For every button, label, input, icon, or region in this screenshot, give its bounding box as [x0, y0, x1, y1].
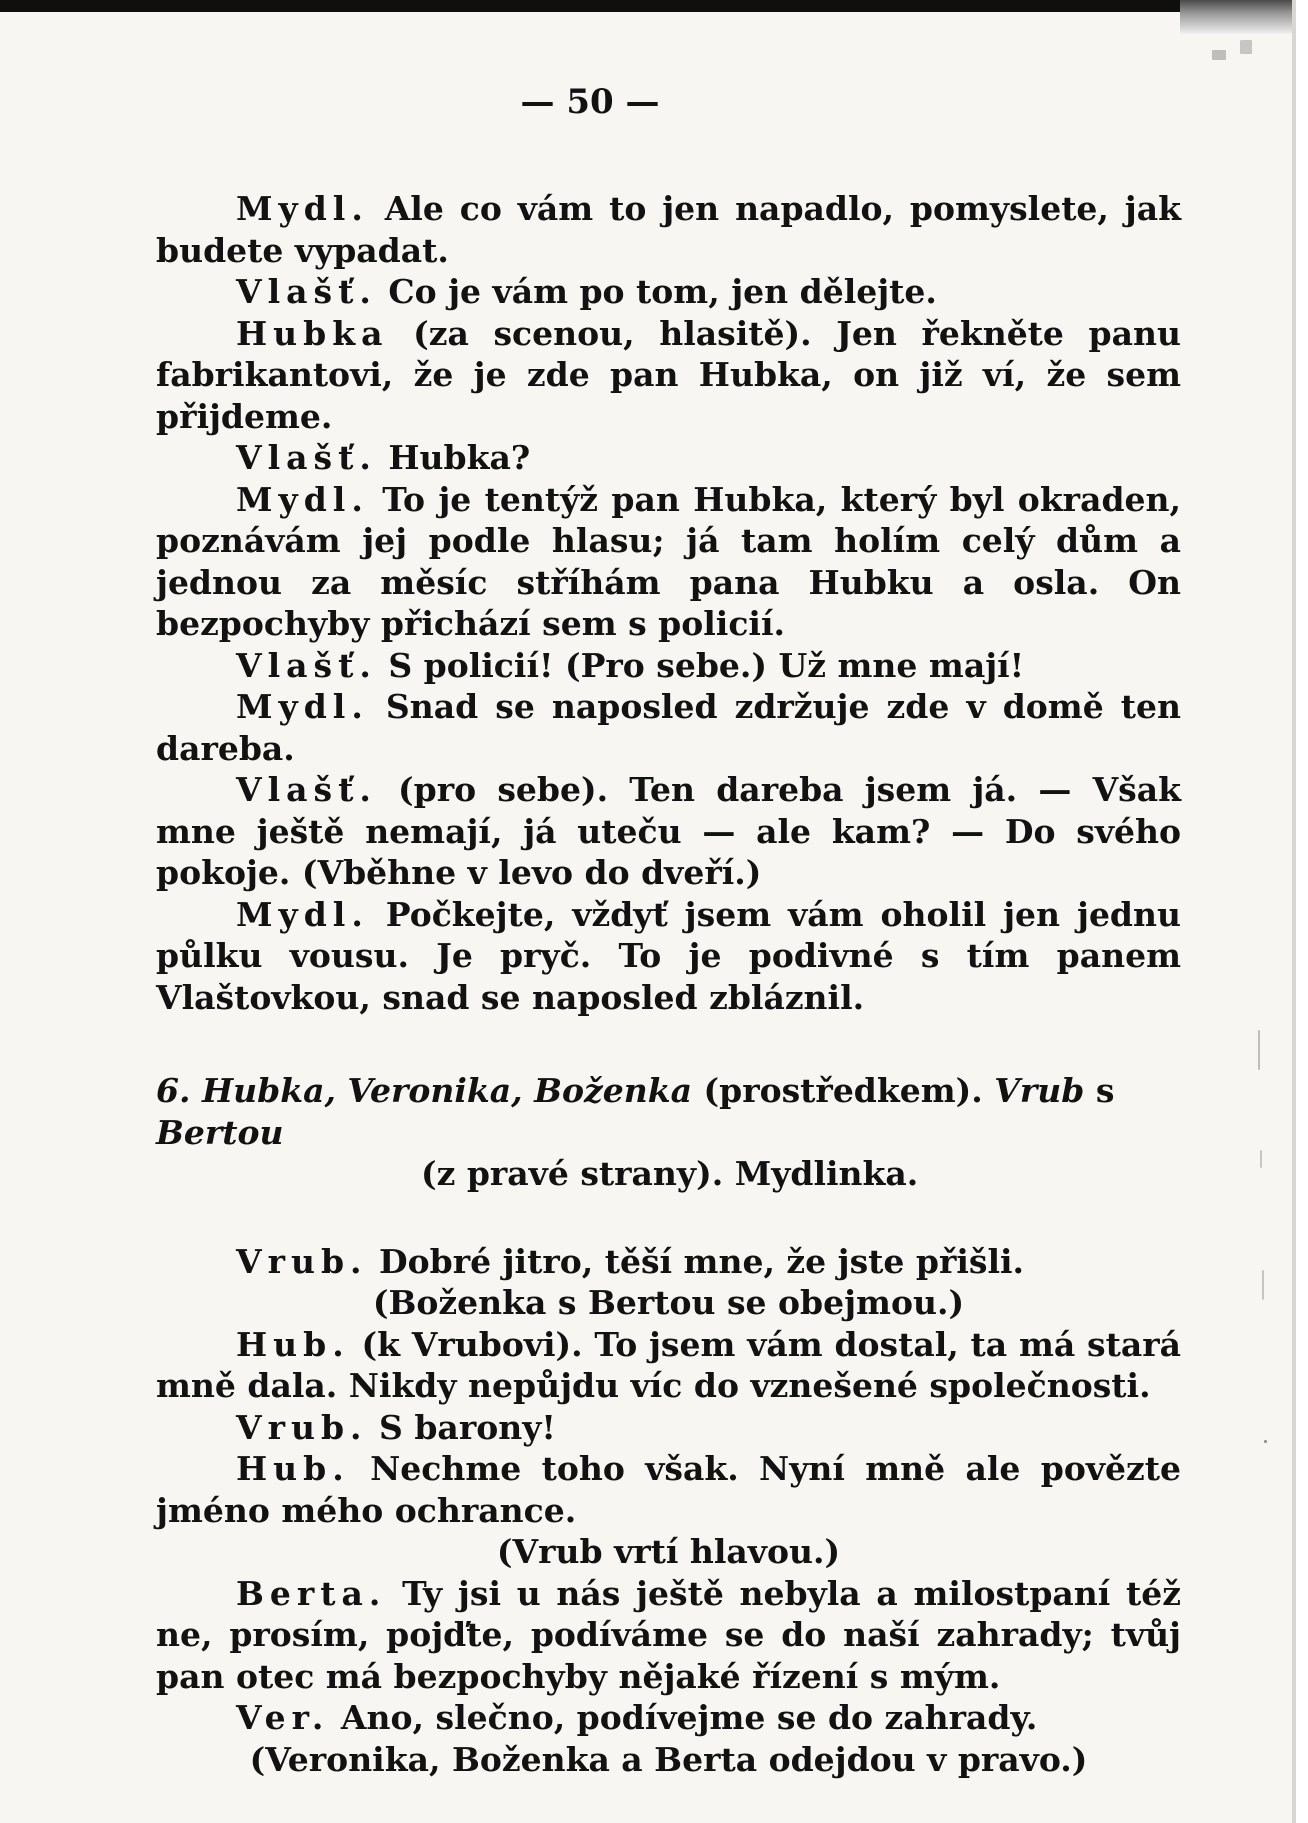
line-text: Nechme toho však. Nyní mně ale povězte jméno mého ochrance.	[156, 1449, 1181, 1530]
scan-corner-shadow	[1180, 0, 1296, 34]
speaker-name: Berta.	[236, 1573, 387, 1613]
speaker-name: Hubka	[236, 313, 389, 353]
scene-character: Vrub	[994, 1071, 1085, 1110]
scene-character: Mydlinka.	[734, 1154, 919, 1193]
speaker-name: Vlašť.	[236, 645, 377, 685]
scene-conjunction: s	[1084, 1071, 1115, 1110]
scene-character: Bertou	[156, 1112, 284, 1152]
dialogue-line	[156, 313, 1181, 438]
dialogue-line	[156, 1324, 1181, 1407]
dialogue-line	[156, 1241, 1181, 1283]
speaker-name: Ver.	[236, 1698, 330, 1737]
scene-direction: (z pravé strany).	[421, 1154, 735, 1193]
line-text: Dobré jitro, těší mne, že jste přišli.	[367, 1241, 1025, 1281]
line-text: Snad se naposled zdržuje zde v domě ten dareba.	[156, 687, 1181, 768]
line-text: Ano, slečno, podívejme se do zahrady.	[329, 1698, 1038, 1737]
scene-heading	[156, 1070, 1181, 1195]
scene-heading-line-1	[156, 1070, 1181, 1153]
line-text: Počkejte, vždyť jsem vám oholil jen jednu půlku vousu. Je pryč. To je podivné s tím panem Vlaštovkou, snad se naposled zbláznil.	[156, 894, 1181, 1017]
dialogue-line	[156, 1407, 1181, 1449]
line-text: Hubka?	[376, 438, 531, 477]
dialogue-line	[156, 188, 1181, 271]
line-text: Ale co vám to jen napadlo, pomyslete, jak budete vypadat.	[156, 189, 1181, 270]
page-number: — 50 —	[520, 82, 660, 122]
line-text: (k Vrubovi). To jsem vám dostal, ta má stará mně dala. Nikdy nepůjdu víc do vznešené společnosti.	[156, 1324, 1181, 1405]
dialogue-line	[156, 894, 1181, 1019]
dialogue-line	[156, 686, 1181, 769]
speaker-name: Hub.	[236, 1324, 350, 1364]
speaker-name: Vlašť.	[236, 438, 377, 477]
dialogue-line	[156, 769, 1181, 894]
dialogue-line	[156, 437, 1181, 479]
speaker-name: Mydl.	[236, 479, 369, 519]
speaker-name: Vlašť.	[236, 272, 377, 311]
speaker-name: Mydl.	[236, 687, 369, 726]
dialogue-block-2	[156, 1241, 1181, 1781]
dialogue-block-1	[156, 188, 1181, 1018]
speaker-name: Vrub.	[236, 1241, 368, 1281]
line-text: (za scenou, hlasitě). Jen řekněte panu fabrikantovi, že je zde pan Hubka, on již ví, že sem přijdeme.	[156, 313, 1181, 436]
dialogue-line	[156, 1573, 1181, 1698]
dialogue-line	[156, 479, 1181, 645]
stage-direction: (Boženka s Bertou se obejmou.)	[372, 1283, 965, 1322]
scene-characters: Hubka, Veronika, Boženka	[201, 1071, 693, 1110]
scene-number: 6.	[156, 1071, 191, 1110]
scene-direction: (prostředkem).	[692, 1071, 995, 1110]
stage-direction: (Veronika, Boženka a Berta odejdou v pravo.)	[249, 1739, 1088, 1779]
dialogue-line	[156, 645, 1181, 687]
scene-heading-line-2	[156, 1153, 1181, 1195]
speaker-name: Hub.	[236, 1449, 350, 1488]
speaker-name: Mydl.	[236, 894, 369, 934]
line-text: S barony!	[367, 1407, 556, 1447]
page-text	[156, 0, 1181, 1780]
line-text: S policií! (Pro sebe.) Už mne mají!	[376, 645, 1025, 685]
line-text: To je tentýž pan Hubka, který byl okraden, poznávám jej podle hlasu; já tam holím celý dům a jednou za měsíc stříhám pana Hubku a osla. On bezpochyby přichází sem s policií.	[156, 479, 1181, 643]
speaker-name: Mydl.	[236, 189, 369, 228]
line-text: Co je vám po tom, jen dělejte.	[376, 272, 937, 311]
dialogue-line	[156, 271, 1181, 313]
speaker-name: Vlašť.	[236, 770, 377, 809]
speaker-name: Vrub.	[236, 1407, 368, 1447]
line-text: (pro sebe). Ten dareba jsem já. — Však mne ještě nemají, já uteču — ale kam? — Do svého pokoje. (Vběhne v levo do dveří.)	[156, 770, 1181, 892]
dialogue-line	[156, 1697, 1181, 1739]
dialogue-line	[156, 1448, 1181, 1531]
line-text: Ty jsi u nás ještě nebyla a milostpaní též ne, prosím, pojďte, podíváme se do naší zahrady; tvůj pan otec má bezpochyby nějaké řízení s mým.	[156, 1573, 1181, 1696]
stage-direction: (Vrub vrtí hlavou.)	[496, 1532, 841, 1571]
